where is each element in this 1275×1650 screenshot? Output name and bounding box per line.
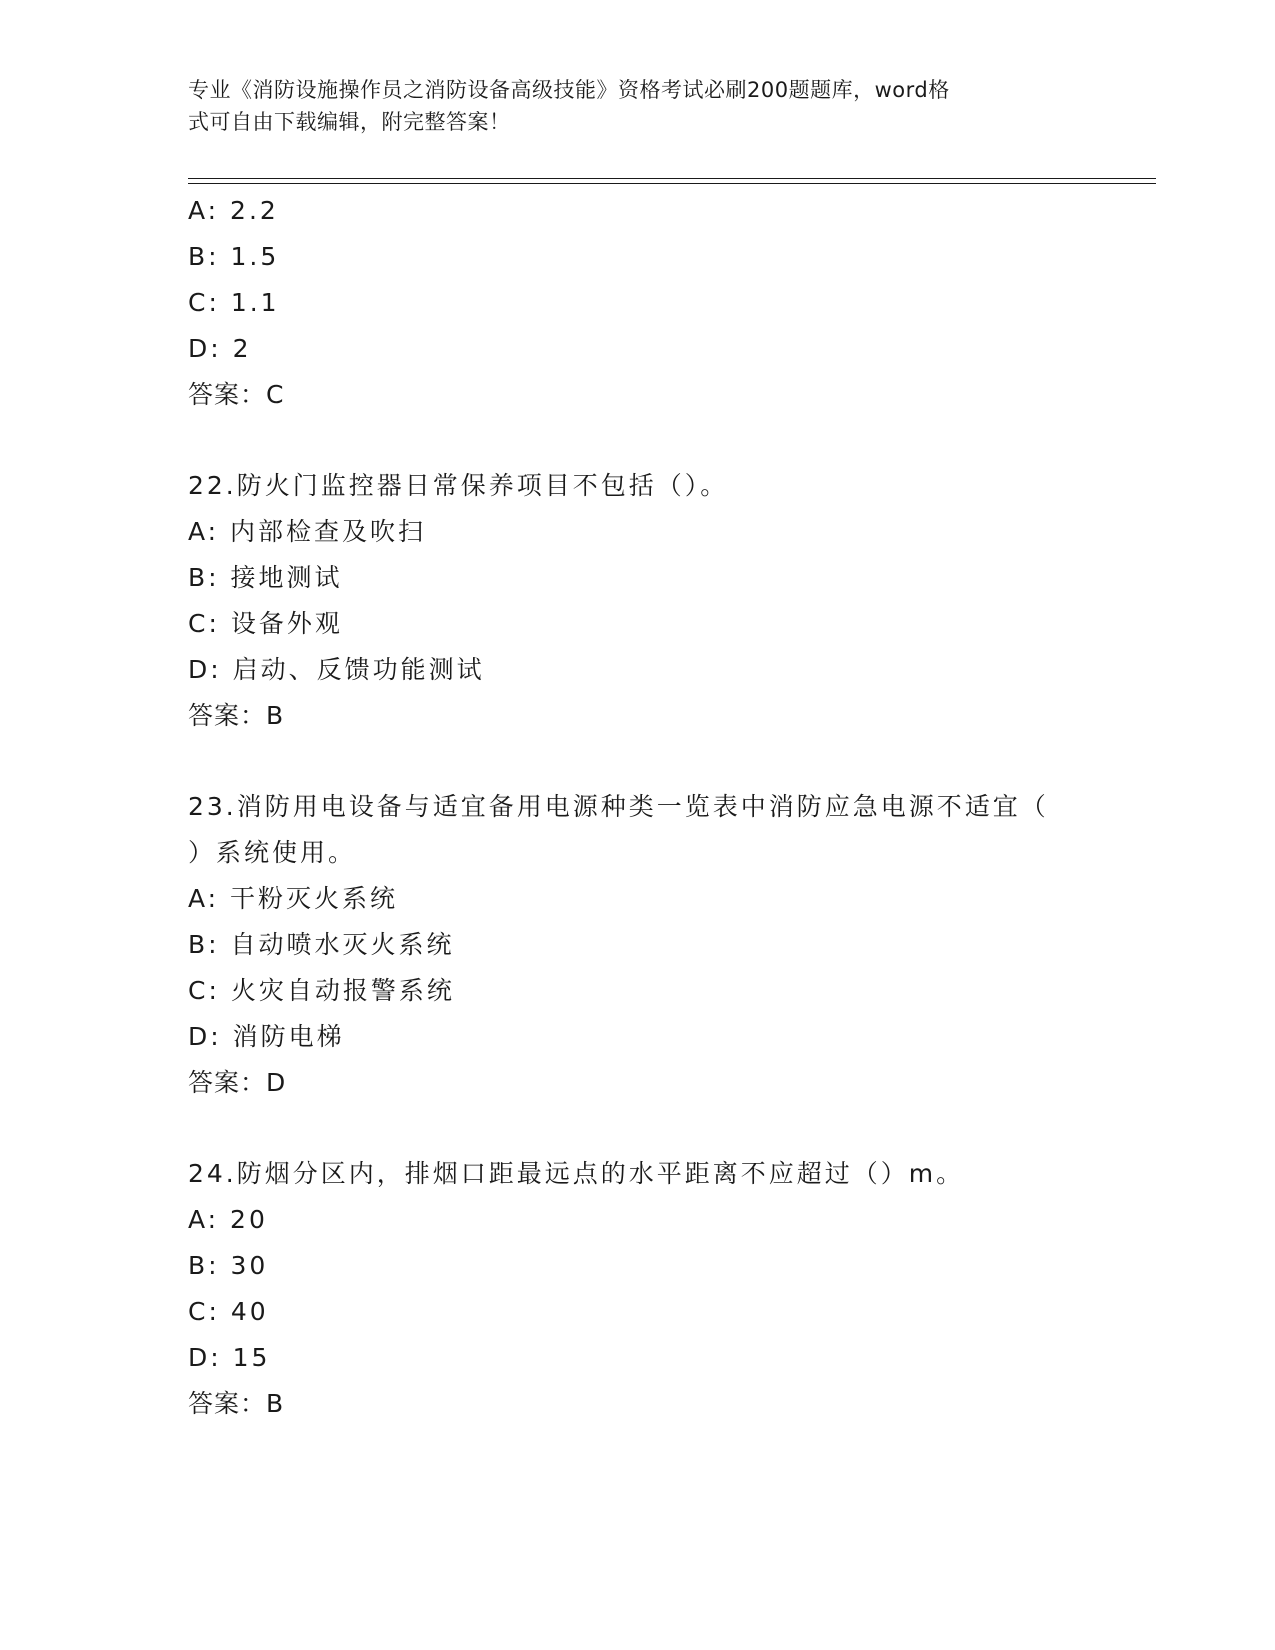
option-a: A: 内部检查及吹扫	[188, 517, 427, 546]
question-list	[188, 188, 1088, 1427]
option-c: C: 设备外观	[188, 609, 343, 638]
header-line-1: 专业《消防设施操作员之消防设备高级技能》资格考试必刷200题题库，word格	[188, 78, 950, 102]
question-text: 23.消防用电设备与适宜备用电源种类一览表中消防应急电源不适宜（	[188, 792, 1049, 821]
option-d: D: 2	[188, 334, 252, 363]
option-c: C: 40	[188, 1297, 269, 1326]
option-a: A: 20	[188, 1205, 268, 1234]
option-d: D: 启动、反馈功能测试	[188, 655, 485, 684]
question-text: 22.防火门监控器日常保养项目不包括（）。	[188, 471, 729, 500]
option-d: D: 15	[188, 1343, 271, 1372]
option-b: B: 1.5	[188, 242, 280, 271]
answer: 答案：D	[188, 1068, 287, 1097]
option-c: C: 火灾自动报警系统	[188, 976, 455, 1005]
option-b: B: 30	[188, 1251, 269, 1280]
option-d: D: 消防电梯	[188, 1022, 345, 1051]
question-22	[188, 463, 1088, 739]
answer: 答案：B	[188, 1389, 285, 1418]
question-text-continued: ）系统使用。	[188, 838, 357, 867]
answer: 答案：C	[188, 380, 285, 409]
question-21	[188, 188, 1088, 418]
question-23	[188, 784, 1088, 1106]
answer: 答案：B	[188, 701, 285, 730]
option-b: B: 接地测试	[188, 563, 343, 592]
question-24	[188, 1151, 1088, 1427]
question-text: 24.防烟分区内，排烟口距最远点的水平距离不应超过（）m。	[188, 1159, 965, 1188]
option-a: A: 干粉灭火系统	[188, 884, 399, 913]
option-a: A: 2.2	[188, 196, 279, 225]
header-divider	[188, 178, 1156, 184]
header-line-2: 式可自由下载编辑，附完整答案！	[188, 110, 511, 134]
document-header	[188, 74, 1068, 138]
option-c: C: 1.1	[188, 288, 280, 317]
option-b: B: 自动喷水灭火系统	[188, 930, 455, 959]
